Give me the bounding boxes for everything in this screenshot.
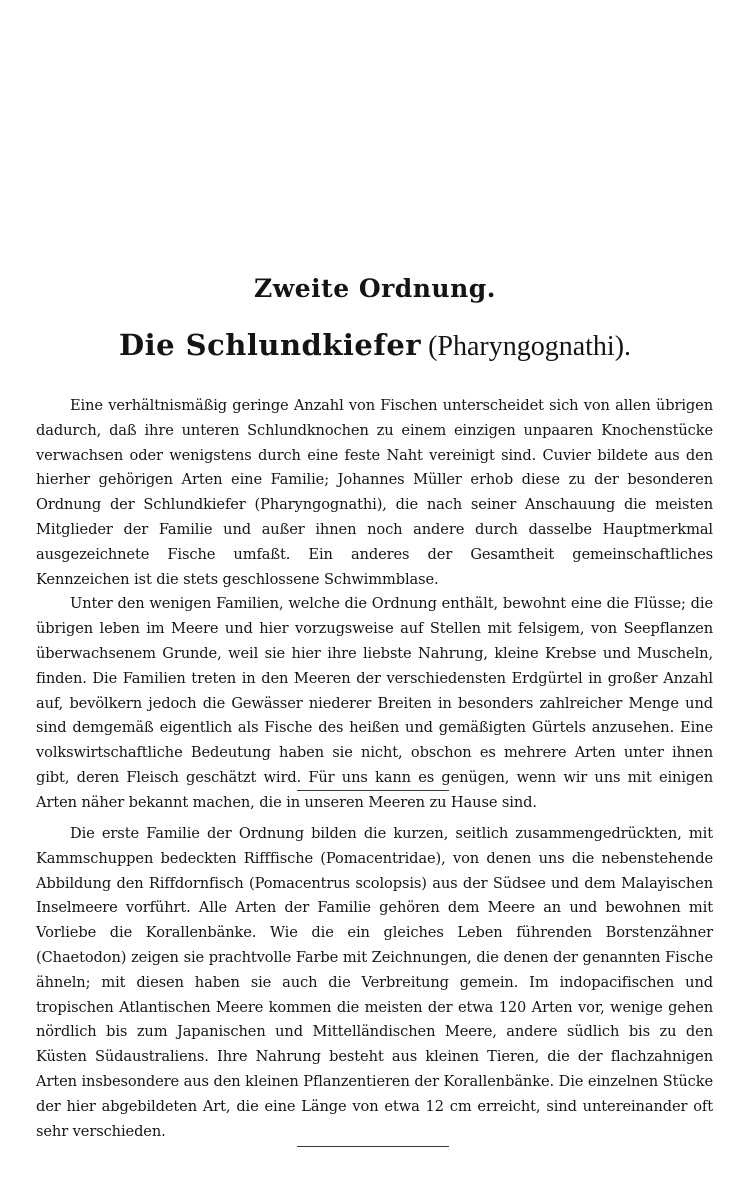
paragraph-intro-1: Eine verhältnismäßig geringe Anzahl von Fischen unterscheidet sich von allen übrigen dadurch, daß ihre unteren Schlundknochen zu einem einzigen unpaaren Knochenstücke verwachsen oder wenigstens durch eine feste Naht vereinigt sind. Cuvier bildete aus den hierher gehörigen Arten eine Familie; Johannes Müller erhob diese zu der besonderen Ordnung der Schlundkiefer (Pharyngognathi), die nach seiner Anschauung die meisten Mitglieder der Familie und außer ihnen noch andere durch dasselbe Hauptmerkmal ausgezeichnete Fische umfaßt. Ein anderes der Gesamtheit gemeinschaftliches Kennzeichen ist die stets geschlossene Schwimmblase. xyxy=(36,397,713,588)
family-text xyxy=(36,822,713,1144)
section-divider xyxy=(297,790,449,791)
paragraph-intro-2: Unter den wenigen Familien, welche die Ordnung enthält, bewohnt eine die Flüsse; die übrigen leben im Meere und hier vorzugsweise auf Stellen mit felsigem, von Seepflanzen überwachsenem Grunde, weil sie hier ihre liebste Nahrung, kleine Krebse und Muscheln, finden. Die Familien treten in den Meeren der verschiedensten Erdgürtel in großer Anzahl auf, bevölkern jedoch die Gewässer niederer Breiten in besonders zahlreicher Menge und sind demgemäß eigentlich als Fische des heißen und gemäßigten Gürtels anzusehen. Eine volkswirtschaftliche Bedeutung haben sie nicht, obschon es mehrere Arten unter ihnen gibt, deren Fleisch geschätzt wird. Für uns kann es genügen, wenn wir uns mit einigen Arten näher bekannt machen, die in unseren Meeren zu Hause sind. xyxy=(36,595,713,811)
order-heading: Zweite Ordnung. xyxy=(254,274,496,303)
section-title-latin: (Pharyngognathi). xyxy=(428,331,632,362)
paragraph-family-1: Die erste Familie der Ordnung bilden die kurzen, seitlich zusammengedrückten, mit Kammschuppen bedeckten Rifffische (Pomacentridae), von denen uns die nebenstehende Abbildung den Riffdornfisch (Pomacentrus scolopsis) aus der Südsee und dem Malayischen Inselmeere vorführt. Alle Arten der Familie gehören dem Meere an und bewohnen mit Vorliebe die Korallenbänke. Wie die ein gleiches Leben führenden Borstenzähner (Chaetodon) zeigen sie prachtvolle Farbe mit Zeichnungen, die denen der genannten Fische ähneln; mit diesen haben sie auch die Verbreitung gemein. Im indopacifischen und tropischen Atlantischen Meere kommen die meisten der etwa 120 Arten vor, wenige gehen nördlich bis zum Japanischen und Mittelländischen Meere, andere südlich bis zu den Küsten Südaustraliens. Ihre Nahrung besteht aus kleinen Tieren, die der flachzahnigen Arten insbesondere aus den kleinen Pflanzentieren der Korallenbänke. Die einzelnen Stücke der hier abgebildeten Art, die eine Länge von etwa 12 cm erreicht, sind untereinander oft sehr verschieden. xyxy=(36,825,713,1140)
section-divider xyxy=(297,1146,449,1147)
section-title-main: Die Schlundkiefer xyxy=(118,328,422,362)
section-title xyxy=(0,328,750,363)
intro-text xyxy=(36,394,713,816)
